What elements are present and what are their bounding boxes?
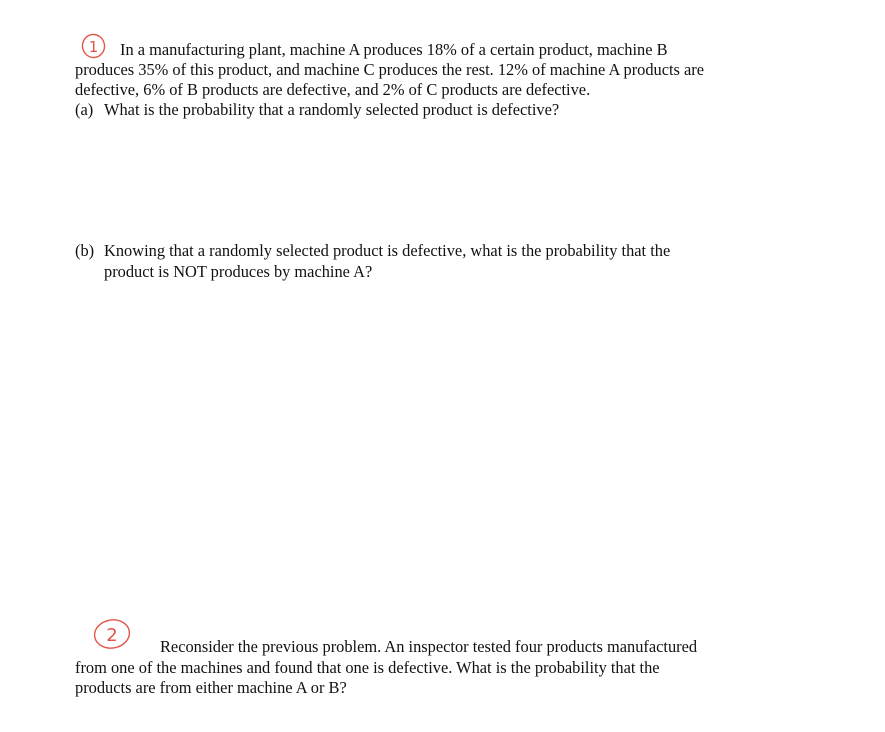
problem-2-line-1: Reconsider the previous problem. An inspector tested four products manufactured: [160, 637, 698, 656]
problem-1-intro-line-1: In a manufacturing plant, machine A produces 18% of a certain product, machine B: [120, 40, 668, 59]
part-a-question: What is the probability that a randomly selected product is defective?: [104, 100, 560, 119]
problem-2-line-3: products are from either machine A or B?: [75, 678, 347, 697]
problem-2-marker: [92, 617, 134, 651]
part-b-label: (b): [75, 241, 95, 260]
marker-2-label: 2: [106, 625, 118, 646]
part-a-label: (a): [75, 100, 94, 119]
part-b-question-line-2: product is NOT produces by machine A?: [104, 262, 373, 281]
part-b-question-line-1: Knowing that a randomly selected product is defective, what is the probability that the: [104, 241, 671, 260]
problem-1-intro-line-2: produces 35% of this product, and machine C produces the rest. 12% of machine A products are: [75, 60, 705, 79]
marker-1-label: 1: [88, 38, 99, 56]
problem-1-intro-line-3: defective, 6% of B products are defective, and 2% of C products are defective.: [75, 80, 591, 99]
problem-2-line-2: from one of the machines and found that one is defective. What is the probability that the: [75, 658, 660, 677]
problem-1-marker: [80, 32, 108, 60]
